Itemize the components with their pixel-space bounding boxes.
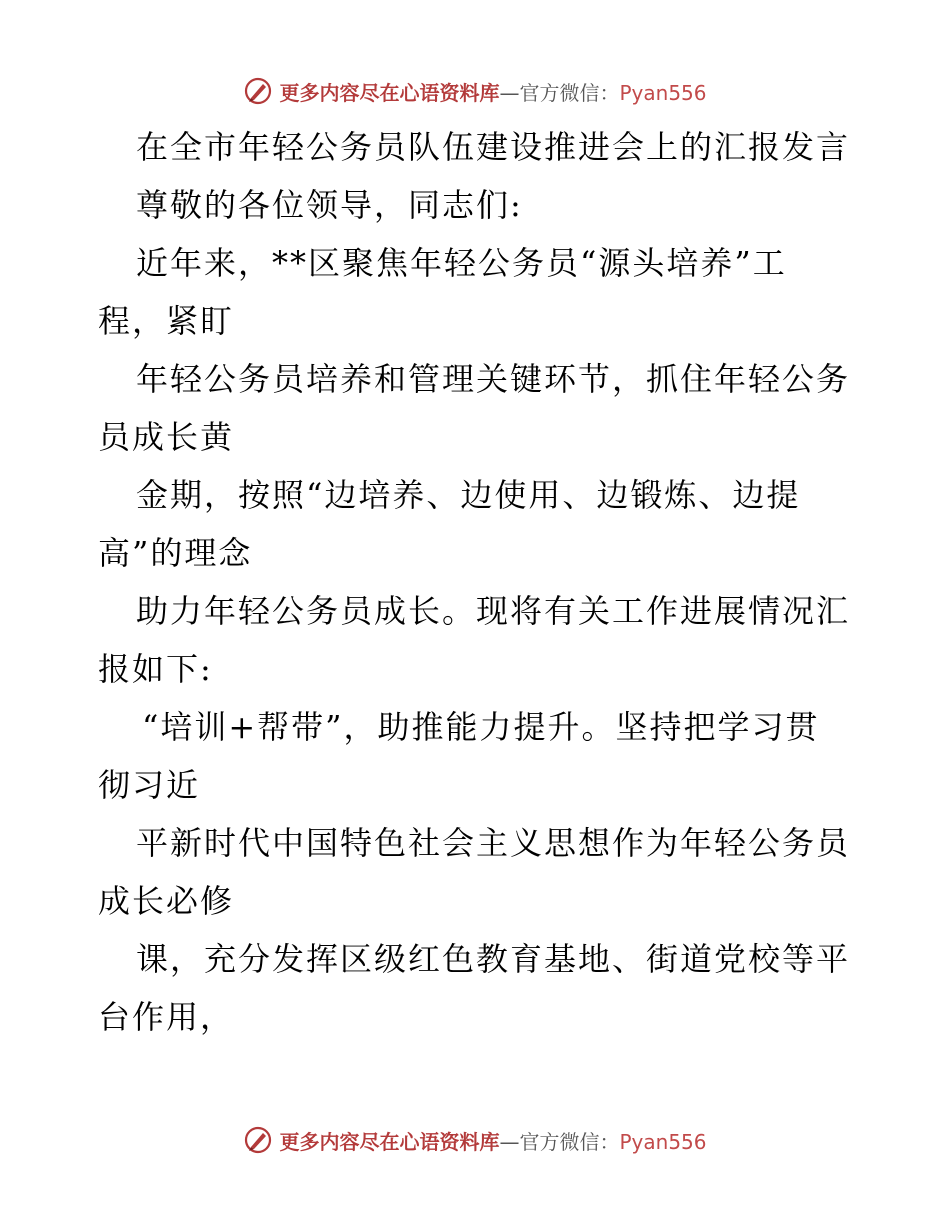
watermark-brand: 更多内容尽在心语资料库 (279, 80, 500, 105)
salutation: 尊敬的各位领导，同志们: (136, 186, 523, 224)
paragraph-line: 平新时代中国特色社会主义思想作为年轻公务员 (136, 824, 851, 862)
paragraph-line: 台作用， (98, 998, 235, 1036)
watermark-brand: 更多内容尽在心语资料库 (279, 1129, 500, 1154)
paragraph-line: “培训+帮带”，助推能力提升。坚持把学习贯 (142, 708, 820, 746)
paragraph-line: 彻习近 (98, 766, 201, 804)
footer-watermark (0, 1120, 950, 1160)
paragraph-line: 报如下: (98, 650, 213, 688)
paragraph-line: 年轻公务员培养和管理关键环节，抓住年轻公务 (136, 360, 851, 398)
paragraph-line: 助力年轻公务员成长。现将有关工作进展情况汇 (136, 592, 851, 630)
document-title: 在全市年轻公务员队伍建设推进会上的汇报发言 (136, 128, 851, 166)
watermark-text (279, 1126, 706, 1155)
paragraph-line: 程，紧盯 (98, 302, 235, 340)
paragraph-line: 金期，按照“边培养、边使用、边锻炼、边提 (136, 476, 801, 514)
paragraph-line: 高”的理念 (98, 534, 253, 572)
pen-logo-icon (243, 76, 273, 106)
watermark-wechat-id: Pyan556 (619, 80, 707, 105)
paragraph-line: 近年来，**区聚焦年轻公务员“源头培养”工 (136, 244, 787, 282)
paragraph-line: 课，充分发挥区级红色教育基地、街道党校等平 (136, 940, 851, 978)
watermark-text (279, 77, 706, 106)
paragraph-line: 员成长黄 (98, 418, 235, 456)
pen-logo-icon (243, 1125, 273, 1155)
document-body (98, 118, 858, 1046)
paragraph-line: 成长必修 (98, 882, 235, 920)
watermark-wechat-id: Pyan556 (619, 1129, 707, 1154)
watermark-separator: — (499, 80, 520, 105)
watermark-label: 官方微信： (519, 1129, 620, 1154)
watermark-label: 官方微信： (519, 80, 620, 105)
watermark-separator: — (499, 1129, 520, 1154)
header-watermark (0, 71, 950, 111)
